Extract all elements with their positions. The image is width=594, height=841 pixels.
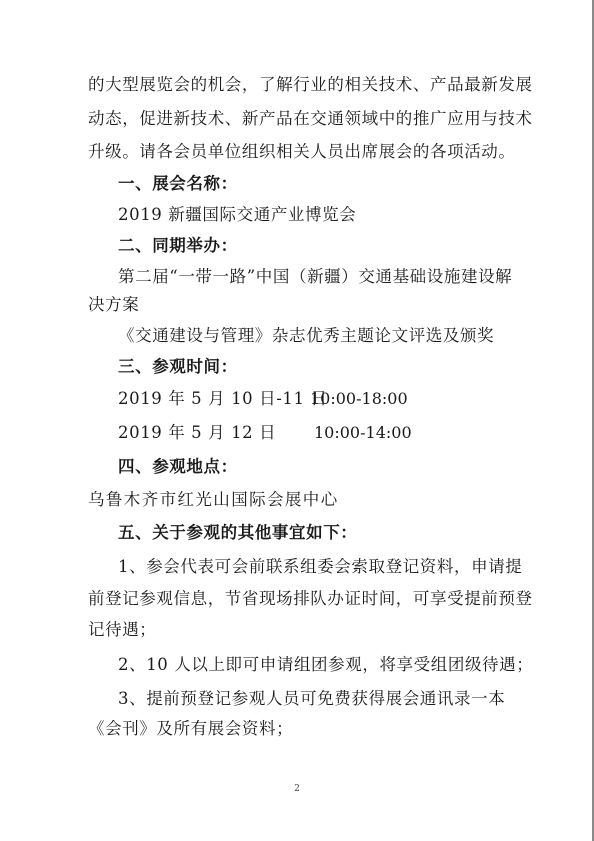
visit-time: 10:00-14:00	[314, 423, 412, 442]
concurrent-event-line: 《交通建设与管理》杂志优秀主题论文评选及颁奖	[118, 326, 495, 345]
visit-date: 2019 年 5 月 10 日-11 日	[118, 389, 328, 408]
page-number: 2	[294, 784, 300, 794]
item-line: 前登记参观信息，节省现场排队办证时间，可享受提前预登	[88, 589, 533, 608]
section-heading-other-matters: 五、关于参观的其他事宜如下：	[118, 523, 358, 542]
item-line: 3、提前预登记参观人员可免费获得展会通讯录一本	[118, 689, 506, 708]
section-heading-exhibition-name: 一、展会名称：	[118, 174, 238, 193]
concurrent-event-line: 决方案	[88, 295, 140, 314]
section-heading-visit-location: 四、参观地点：	[118, 457, 238, 476]
item-line: 1、参会代表可会前联系组委会索取登记资料，申请提	[118, 557, 523, 576]
item-line: 记待遇；	[88, 620, 157, 639]
section-heading-concurrent-events: 二、同期举办：	[118, 236, 238, 255]
visit-date: 2019 年 5 月 12 日	[118, 423, 277, 442]
body-line: 动态，促进新技术、新产品在交通领域中的推广应用与技术	[88, 109, 533, 128]
item-line: 2、10 人以上即可申请组团参观，将享受组团级待遇；	[118, 655, 534, 674]
section-heading-visit-time: 三、参观时间：	[118, 357, 238, 376]
visit-location: 乌鲁木齐市红光山国际会展中心	[88, 490, 339, 509]
visit-time: 10:00-18:00	[310, 389, 408, 408]
exhibition-name: 2019 新疆国际交通产业博览会	[118, 205, 357, 224]
item-line: 《会刊》及所有展会资料；	[88, 719, 294, 738]
body-line: 的大型展览会的机会，了解行业的相关技术、产品最新发展	[88, 75, 533, 94]
concurrent-event-line: 第二届“一带一路”中国（新疆）交通基础设施建设解	[118, 267, 513, 286]
body-line: 升级。请各会员单位组织相关人员出席展会的各项活动。	[88, 142, 516, 161]
